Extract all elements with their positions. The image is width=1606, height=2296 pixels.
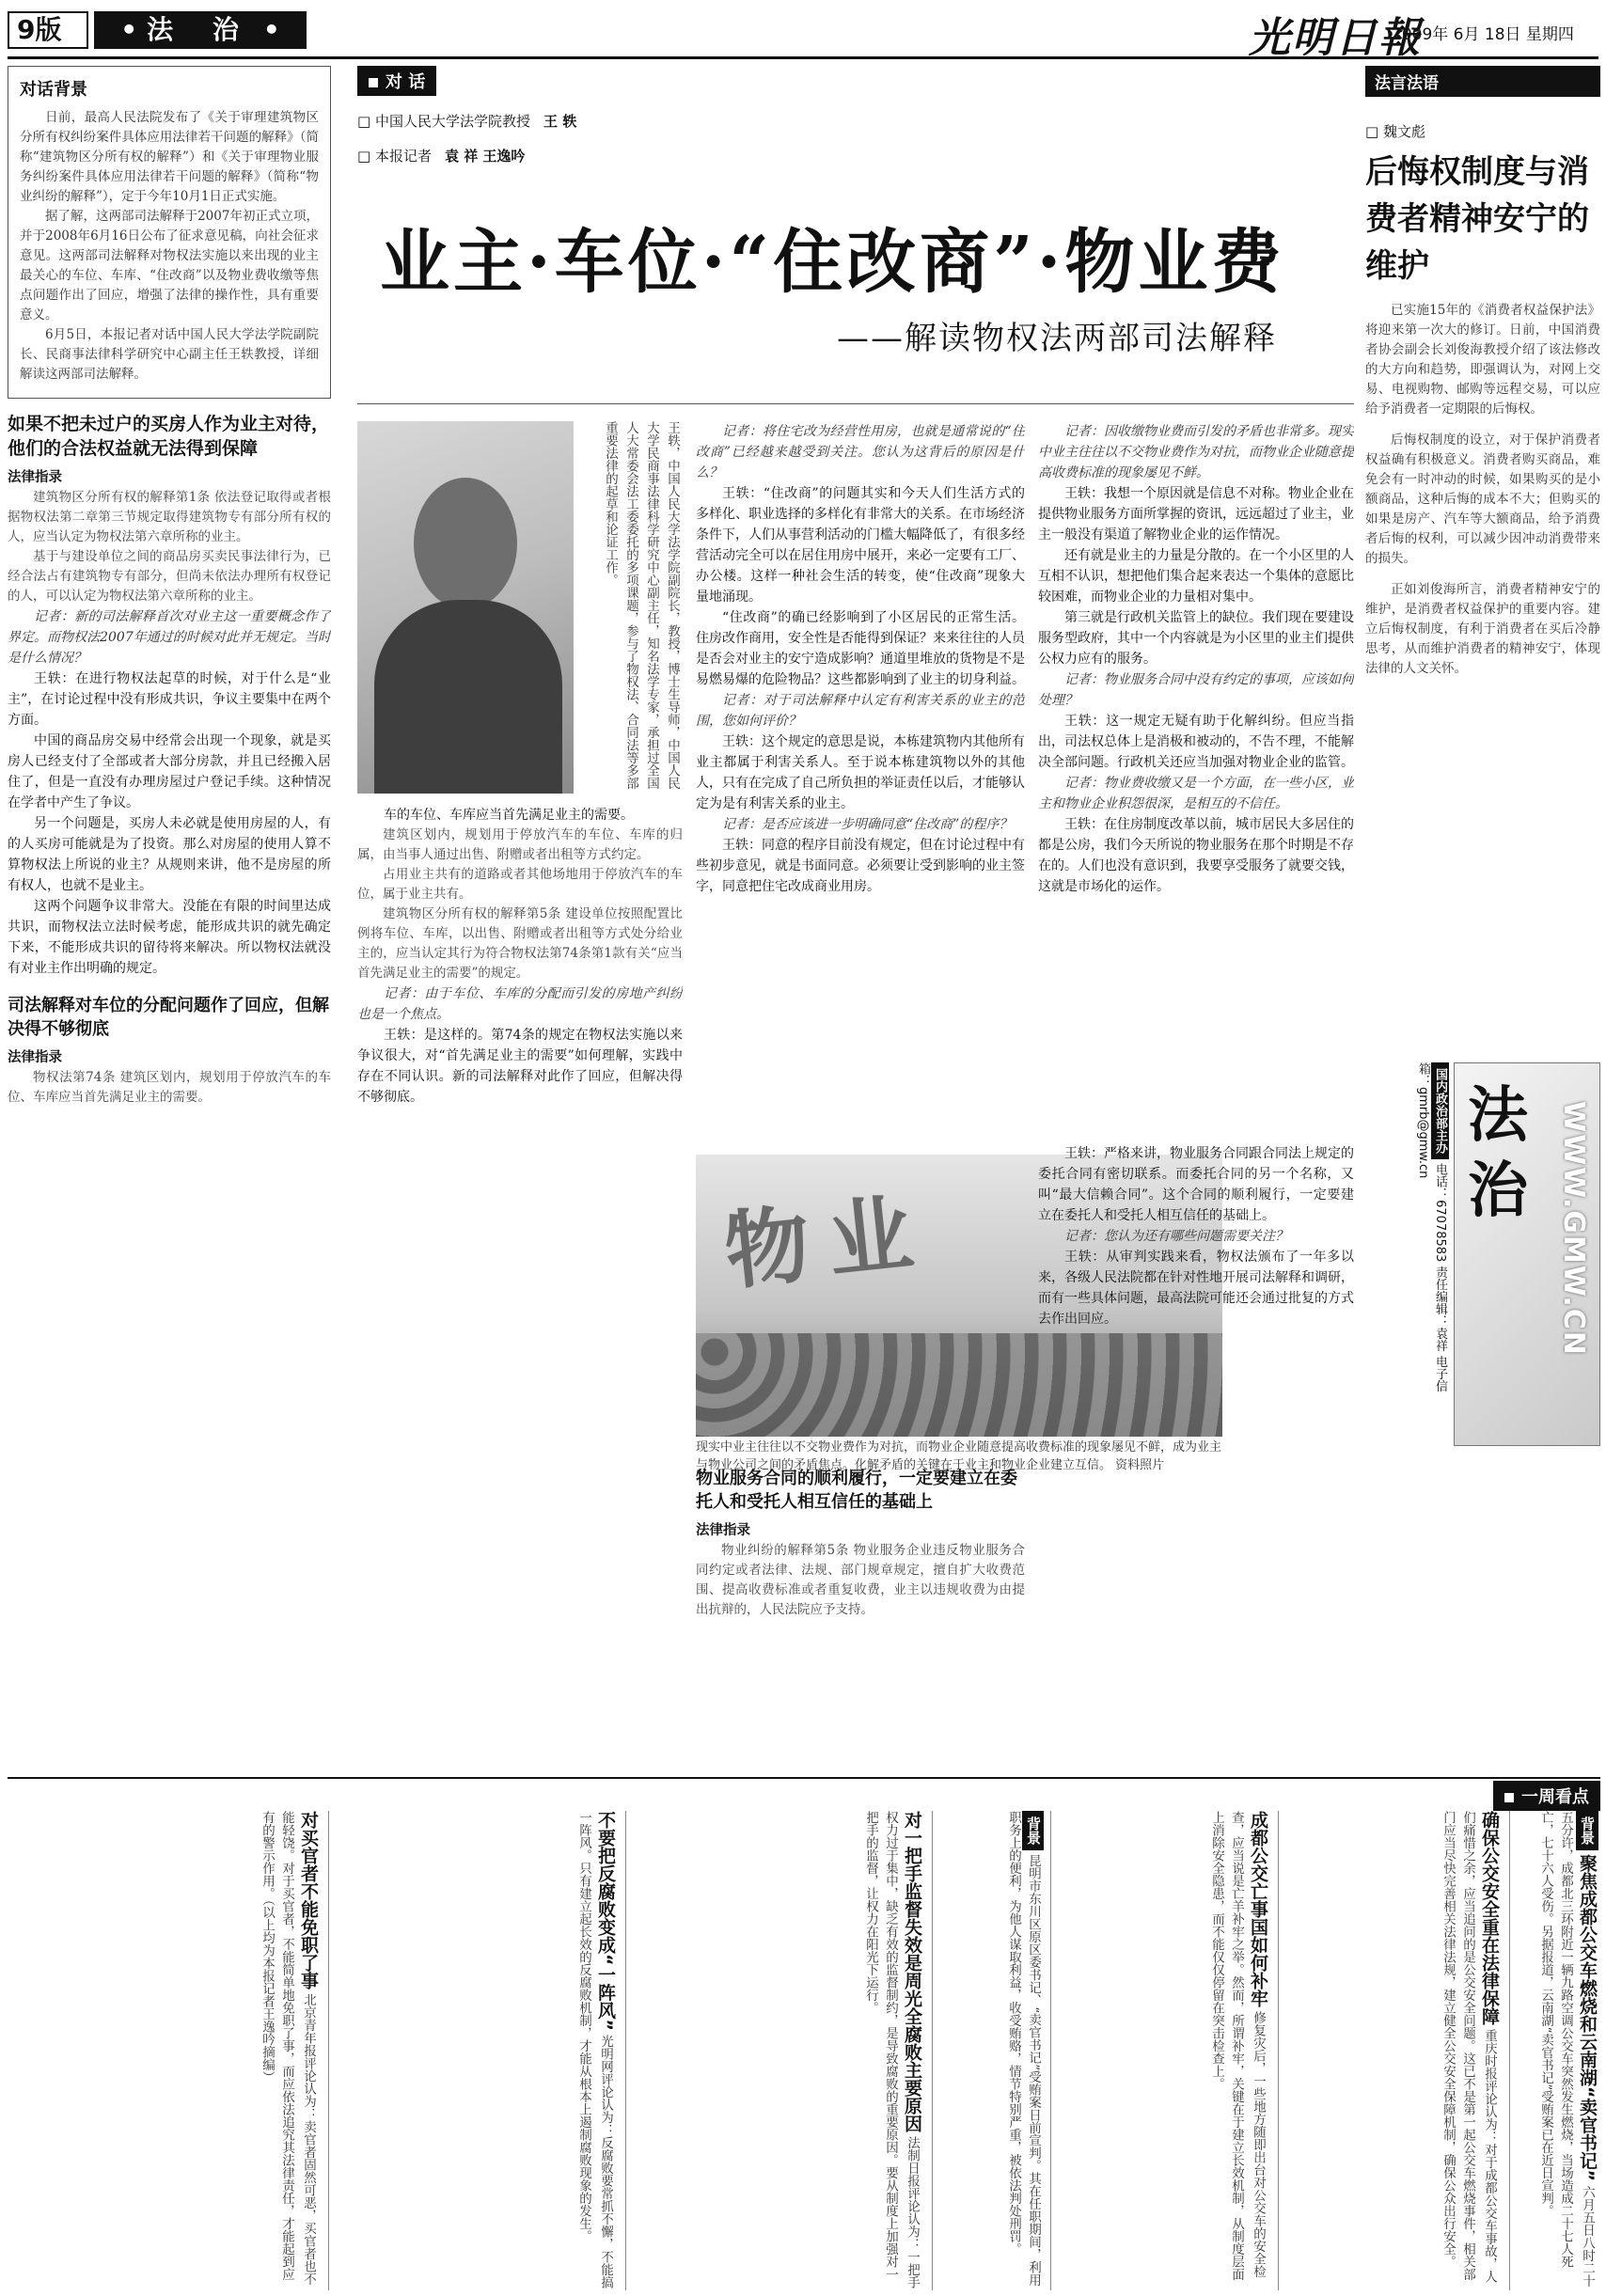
section-heading: 司法解释对车位的分配问题作了回应，但解决得不够彻底: [8, 996, 329, 1039]
article-column-2: [696, 421, 1025, 1145]
commentary-column: [1365, 66, 1600, 1059]
page-number: 9版: [8, 11, 88, 49]
reporter-question: 记者：对于司法解释中认定有利害关系的业主的范围，您如何评价？: [696, 693, 1025, 729]
weekly-body: 法制日报评论认为：一把手权力过于集中，缺乏有效的监督制约，是导致腐败的重要原因。要从制度上加强对一把手的监督，让权力在阳光下运行。: [863, 1811, 920, 2289]
square-icon: [1504, 1793, 1514, 1802]
reporter-question: 记者：物业服务合同中没有约定的事项，应该如何处理？: [1038, 672, 1354, 708]
law-label: 法律指录: [696, 1523, 750, 1538]
left-column: [8, 66, 331, 1542]
section-heading: 如果不把未过户的买房人作为业主对待，他们的合法权益就无法得到保障: [8, 414, 330, 459]
answer-paragraph: 王轶：是这样的。第74条的规定在物权法实施以来争议很大，对“首先满足业主的需要”如何理解，实践中存在不同认识。新的司法解释对此作了回应，但解决得不够彻底。: [357, 1028, 683, 1105]
weekly-title: 不要把反腐败变成“一阵风”: [595, 1811, 616, 2031]
square-icon: [369, 78, 378, 87]
contact-phone: 电话：67078583: [1433, 1163, 1447, 1263]
article-column-5: [1038, 1143, 1354, 1768]
article-column-4: [696, 1429, 1025, 1768]
ad-word: 法治: [1468, 1080, 1528, 1226]
contact-title: 国内政治部主办: [1431, 1062, 1449, 1159]
weekly-title: 聚焦成都公交车燃烧和云南湖“卖官书记”: [1577, 1854, 1598, 2182]
ad-url[interactable]: WWW.GMW.CN: [1557, 1101, 1590, 1357]
answer-paragraph: 王轶：这个规定的意思是说，本栋建筑物内其他所有业主都属于利害关系人。至于说本栋建筑物以外的其他人，只有在完成了自己所负担的举证责任以后，才能够认定为是有利害关系的业主。: [696, 734, 1025, 811]
portrait-head: [414, 478, 517, 609]
page-header: [0, 0, 1606, 60]
reporter-question: 记者：将住宅改为经营性用房，也就是通常说的“住改商”已经越来越受到关注。您认为这背后的原因是什么？: [696, 424, 1025, 480]
article-header: [357, 66, 1354, 404]
author-name: 魏文彪: [1382, 123, 1425, 140]
divider: [357, 403, 1354, 404]
reporter-question: 记者：由于车位、车库的分配而引发的房地产纠纷也是一个焦点。: [357, 986, 683, 1022]
background-tag: 背景: [1576, 1811, 1598, 1850]
answer-paragraph: 还有就是业主的力量是分散的。在一个小区里的人互相不认识，想把他们集合起来表达一个集体的意愿比较困难，而物业企业的力量相对集中。: [1038, 548, 1354, 605]
commentary-tag: 法言法语: [1365, 66, 1600, 97]
divider: [932, 1811, 933, 2290]
weekly-item: [940, 1811, 1044, 2290]
weekly-item: [1286, 1811, 1503, 2290]
dialogue-tag: [357, 66, 436, 96]
section-heading: 物业服务合同的顺利履行，一定要建立在委托人和受托人相互信任的基础上: [696, 1469, 1017, 1512]
answer-paragraph: 中国的商品房交易中经常会出现一个现象，就是买房人已经支付了全部或者大部分房款，并且已经搬入居住了，但是一直没有办理房屋过户登记手续。这种情况在学者中产生了争议。: [8, 733, 331, 810]
dialogue-tag-label: 对 话: [386, 72, 426, 92]
weekly-body: 重庆时报评论认为：对于成都公交车事故，人们痛惜之余，应当追问的是公交安全问题。这已不是第一起公交车燃烧事件，相关部门应当尽快完善相关法律法规，建立健全公交安全保障机制，确保公众出行安全。: [1441, 1811, 1497, 2284]
masthead-logo: 光明日報: [1249, 14, 1422, 62]
property-sign: 物业: [720, 1182, 937, 1303]
answer-paragraph: “住改商”的确已经影响到了小区居民的正常生活。住房改作商用，安全性是否能得到保证？来来往往的人员是否会对业主的安宁造成影响？通道里堆放的货物是不是易燃易爆的危险物品？这些都影响到了业主的切身利益。: [696, 610, 1025, 687]
paragraph: 6月5日，本报记者对话中国人民大学法学院副院长、民商事法律科学研究中心副主任王轶教授，详细解读这两部司法解释。: [20, 327, 319, 382]
weekly-item: [337, 1811, 619, 2290]
weekly-item: [1059, 1811, 1271, 2290]
byline-interviewee: □ 中国人民大学法学院教授 王 轶: [357, 113, 577, 130]
law-text: 建筑物区分所有权的解释第1条 依法登记取得或者根据物权法第二章第三节规定取得建筑物专有部分所有权的人，应当认定为物权法第六章所称的业主。: [8, 490, 331, 544]
sub-headline: ——解读物权法两部司法解释: [837, 320, 1277, 357]
divider: [1050, 1811, 1051, 2290]
background-tag: 背景: [1022, 1811, 1044, 1850]
reporter-question: 记者：因收缴物业费而引发的矛盾也非常多。现实中业主往往以不交物业费作为对抗，而物业企业随意提高收费标准的现象屡见不鲜。: [1038, 424, 1354, 480]
answer-paragraph: 王轶：在进行物权法起草的时候，对于什么是“业主”，在讨论过程中没有形成共识，争议主要集中在两个方面。: [8, 671, 331, 728]
commentary-author: □ 魏文彪: [1365, 123, 1425, 140]
byline-role: 中国人民大学法学院教授: [374, 113, 530, 130]
answer-paragraph: 王轶：从审判实践来看，物权法颁布了一年多以来，各级人民法院都在针对性地开展司法解释和调研，而有一些具体问题，最高法院可能还会通过批复的方式去作出回应。: [1038, 1250, 1354, 1327]
weekly-body: 六月五日八时二十五分许，成都北三环附近一辆九路空调公交车突然发生燃烧，当场造成二十七人死亡，七十六人受伤。另据报道，云南湖“卖官书记”受贿案已在近日宣判。: [1538, 1811, 1595, 2288]
weekly-tag: [1493, 1781, 1600, 1811]
paragraph: 日前，最高人民法院发布了《关于审理建筑物区分所有权纠纷案件具体应用法律若干问题的解释》（简称“建筑物区分所有权的解释”）和《关于审理物业服务纠纷案件具体应用法律若干问题的解释》（简称“物业纠纷的解释”），定于今年10月1日正式实施。: [20, 110, 319, 204]
answer-paragraph: 王轶：“住改商”的问题其实和今天人们生活方式的多样化、职业选择的多样化有非常大的关系。在市场经济条件下，人们从事营利活动的门槛大幅降低了，有很多经营活动完全可以在居住用房中展开，来必一定要有工厂、办公楼。这样一种社会生活的转变，使“住改商”现象大量地涌现。: [696, 486, 1025, 605]
law-text: 建筑区划内，规划用于停放汽车的车位、车库的归属，由当事人通过出售、附赠或者出租等方式约定。: [357, 827, 683, 862]
weekly-tag-label: 一周看点: [1521, 1787, 1589, 1807]
byline-role: 本报记者: [374, 148, 432, 165]
weekly-item: [8, 1811, 322, 2290]
reporter-question: 记者：物业费收缴又是一个方面，在一些小区，业主和物业企业积怨很深，是相互的不信任。: [1038, 776, 1354, 811]
reporter-question: 记者：您认为还有哪些问题需要关注？: [1064, 1229, 1288, 1244]
commentary-paragraph: 正如刘俊海所言，消费者精神安宁的维护，是消费者权益保护的重要内容。建立后悔权制度，有利于消费者在买后冷静思考，从而维护消费者的精神安宁，体现法律的人文关怀。: [1365, 582, 1600, 676]
law-text: 占用业主共有的道路或者其他场地用于停放汽车的车位，属于业主共有。: [357, 867, 683, 902]
weekly-title: 对买官者不能免职了事: [298, 1811, 319, 1989]
byline-reporter: □ 本报记者 袁 祥 王逸吟: [357, 148, 526, 165]
portrait-photo: [357, 421, 574, 794]
dot-icon: •: [262, 14, 280, 45]
weekly-body: 北京青年报评论认为：卖官者固然可恶，买官者也不能轻饶。对于买官者，不能简单地免职了事，而应依法追究其法律责任，才能起到应有的警示作用。（以上均为本报记者王逸吟摘编）: [260, 1811, 316, 2286]
commentary-paragraph: 后悔权制度的设立，对于保护消费者权益确有积极意义。消费者购买商品，难免会有一时冲动的时候，如果购买的是小额商品，这种后悔的成本不大；但购买的如果是房产、汽车等大额商品，给予消费者后悔的权利，可以减少因冲动消费带来的损失。: [1365, 432, 1600, 566]
section-label: [94, 11, 307, 49]
law-text: 建筑物区分所有权的解释第5条 建设单位按照配置比例将车位、车库，以出售、附赠或者出租等方式处分给业主的，应当认定其行为符合物权法第74条第1款有关“应当首先满足业主的需要”的规定。: [357, 906, 683, 981]
answer-paragraph: 另一个问题是，买房人未必就是使用房屋的人，有的人买房可能就是为了投资。那么对房屋的使用人算不算物权法上所说的业主？从规则来讲，他不是房屋的所有权人，也就不是业主。: [8, 816, 331, 893]
weekly-item: [1516, 1811, 1600, 2290]
divider: [625, 1811, 626, 2290]
answer-paragraph: 王轶：同意的程序目前没有规定，但在讨论过程中有些初步意见，就是书面同意。必须要让受到影响的业主签字，同意把住宅改成商业用房。: [696, 838, 1025, 894]
law-label: 法律指录: [8, 470, 62, 485]
law-text: 基于与建设单位之间的商品房买卖民事法律行为，已经合法占有建筑物专有部分，但尚未依法办理所有权登记的人，可以认定为物权法第六章所称的业主。: [8, 549, 331, 604]
interviewee-bio: 王轶，中国人民大学法学院副院长，教授，博士生导师，中国人民大学民商事法律科学研究中心副主任，知名法学专家，承担过全国人大常委会法工委委托的多项课题，参与了物权法、合同法等多部重要法律的起草和论证工作。: [603, 421, 680, 790]
background-box: [8, 66, 331, 399]
answer-paragraph: 王轶：我想一个原因就是信息不对称。物业企业在提供物业服务方面所掌握的资讯，远远超过了业主，业主一般没有渠道了解物业企业的运作情况。: [1038, 486, 1354, 543]
weekly-bar: [8, 1777, 1600, 1805]
law-text: 物业纠纷的解释第5条 物业服务企业违反物业服务合同约定或者法律、法规、部门规章规定，擅自扩大收费范围、提高收费标准或者重复收费，业主以违规收费为由提出抗辩的，人民法院应予支持。: [696, 1543, 1025, 1617]
reporter-question: 记者：是否应该进一步明确同意“住改商”的程序？: [722, 817, 1013, 832]
weekly-section: [8, 1811, 1600, 2290]
answer-paragraph: 这两个问题争议非常大。没能在有限的时间里达成共识，而物权法立法时候考虑，能形成共识的就先确定下来，不能形成共识的留待将来解决。所以物权法就没有对业主作出明确的规定。: [8, 899, 331, 976]
answer-paragraph: 王轶：严格来讲，物业服务合同跟合同法上规定的委托合同有密切联系。而委托合同的另一个名称，又叫“最大信赖合同”。这个合同的顺利履行，一定要建立在委托人和受托人相互信任的基础上。: [1038, 1146, 1354, 1223]
article-column-3: [1038, 421, 1354, 1145]
divider: [1278, 1811, 1279, 2290]
photo-caption: 现实中业主往往以不交物业费作为对抗，而物业企业随意提高收费标准的现象屡见不鲜，成为业主与物业公司之间的矛盾焦点。化解矛盾的关键在于业主和物业企业建立互信。 资料照片: [696, 1440, 1222, 1472]
answer-paragraph: 第三就是行政机关监管上的缺位。我们现在要建设服务型政府，其中一个内容就是为小区里的业主们提供公权力应有的服务。: [1038, 610, 1354, 667]
divider: [1509, 1811, 1510, 2290]
weekly-body: 昆明市东川区原区委书记、“卖官书记”受贿案日前宣判。其在任职期间，利用职务上的便利，为他人谋取利益，收受贿赂，情节特别严重，被依法判处刑罚。: [1006, 1811, 1041, 2287]
portrait-body: [374, 600, 562, 794]
contact-editor: 责任编辑：袁祥: [1433, 1266, 1447, 1352]
law-label: 法律指录: [8, 1050, 62, 1065]
law-text: 物权法第74条 建筑区划内，规划用于停放汽车的车位、车库应当首先满足业主的需要。: [8, 1070, 331, 1105]
background-box-title: 对话背景: [20, 80, 87, 100]
issue-date: 2009年 6月 18日 星期四: [1392, 25, 1574, 44]
reporter-question: 记者：新的司法解释首次对业主这一重要概念作了界定。而物权法2007年通过的时候对此并无规定。当时是什么情况？: [8, 609, 331, 666]
weekly-title: 对一把手监督失效是周光全腐败主要原因: [902, 1811, 922, 2132]
weekly-title: 成都公交亡事国如何补牢: [1248, 1811, 1268, 2007]
section-name: 法 治: [147, 14, 254, 45]
article-column-1: [357, 805, 683, 1768]
answer-paragraph: 王轶：在住房制度改革以前，城市居民大多居住的都是公房，我们今天所说的物业服务在那个时期是不存在的。人们也没有意识到，我要享受服务了就要交钱，这就是市场化的运作。: [1038, 817, 1354, 894]
answer-paragraph: 王轶：这一规定无疑有助于化解纠纷。但应当指出，司法权总体上是消极和被动的，不告不理，不能解决全部问题。行政机关还应当加强对物业企业的监管。: [1038, 714, 1354, 770]
weekly-item: [634, 1811, 925, 2290]
byline-name: 王 轶: [543, 113, 577, 130]
contact-info: [1410, 1062, 1448, 1410]
commentary-title: 后悔权制度与消费者精神安宁的维护: [1365, 153, 1589, 285]
contact-email[interactable]: 电子信箱：gmrb@gmw.cn: [1416, 1062, 1447, 1392]
weekly-body: 修复灾后，一些地方随即出台对公交车的安全检查，应当说是亡羊补牢之举。然而，所谓补牢，关键在于建立长效机制，从制度层面上消除安全隐患，而不能仅仅停留在突击检查上。: [1209, 1811, 1266, 2281]
header-rule: [8, 56, 1598, 59]
paragraph: 据了解，这两部司法解释于2007年初正式立项，并于2008年6月16日公布了征求意见稿，向社会征求意见。这两部司法解释对物权法实施以来出现的业主最关心的车位、车库、“住改商”以及物业费收缴等焦点问题作出了回应，增强了法律的操作性，具有重要意义。: [20, 209, 319, 322]
weekly-body: 光明网评论认为：反腐败要常抓不懈，不能搞一阵风。只有建立起长效的反腐败机制，才能从根本上遏制腐败现象的发生。: [576, 1811, 613, 2289]
main-headline: 业主·车位·“住改商”·物业费: [380, 222, 1285, 303]
dot-icon: •: [120, 14, 138, 45]
divider: [328, 1811, 329, 2290]
answer-paragraph: 车的车位、车库应当首先满足业主的需要。: [384, 808, 634, 823]
weekly-title: 确保公交安全重在法律保障: [1479, 1811, 1500, 2025]
byline-name: 袁 祥 王逸吟: [444, 148, 526, 165]
commentary-paragraph: 已实施15年的《消费者权益保护法》将迎来第一次大的修订。日前，中国消费者协会副会长刘俊海教授介绍了该法修改的大方向和趋势，即强调认为，对网上交易、电视购物、邮购等远程交易，可以应给予消费者一定期限的后悔权。: [1365, 303, 1600, 417]
website-ad[interactable]: [1454, 1062, 1600, 1446]
